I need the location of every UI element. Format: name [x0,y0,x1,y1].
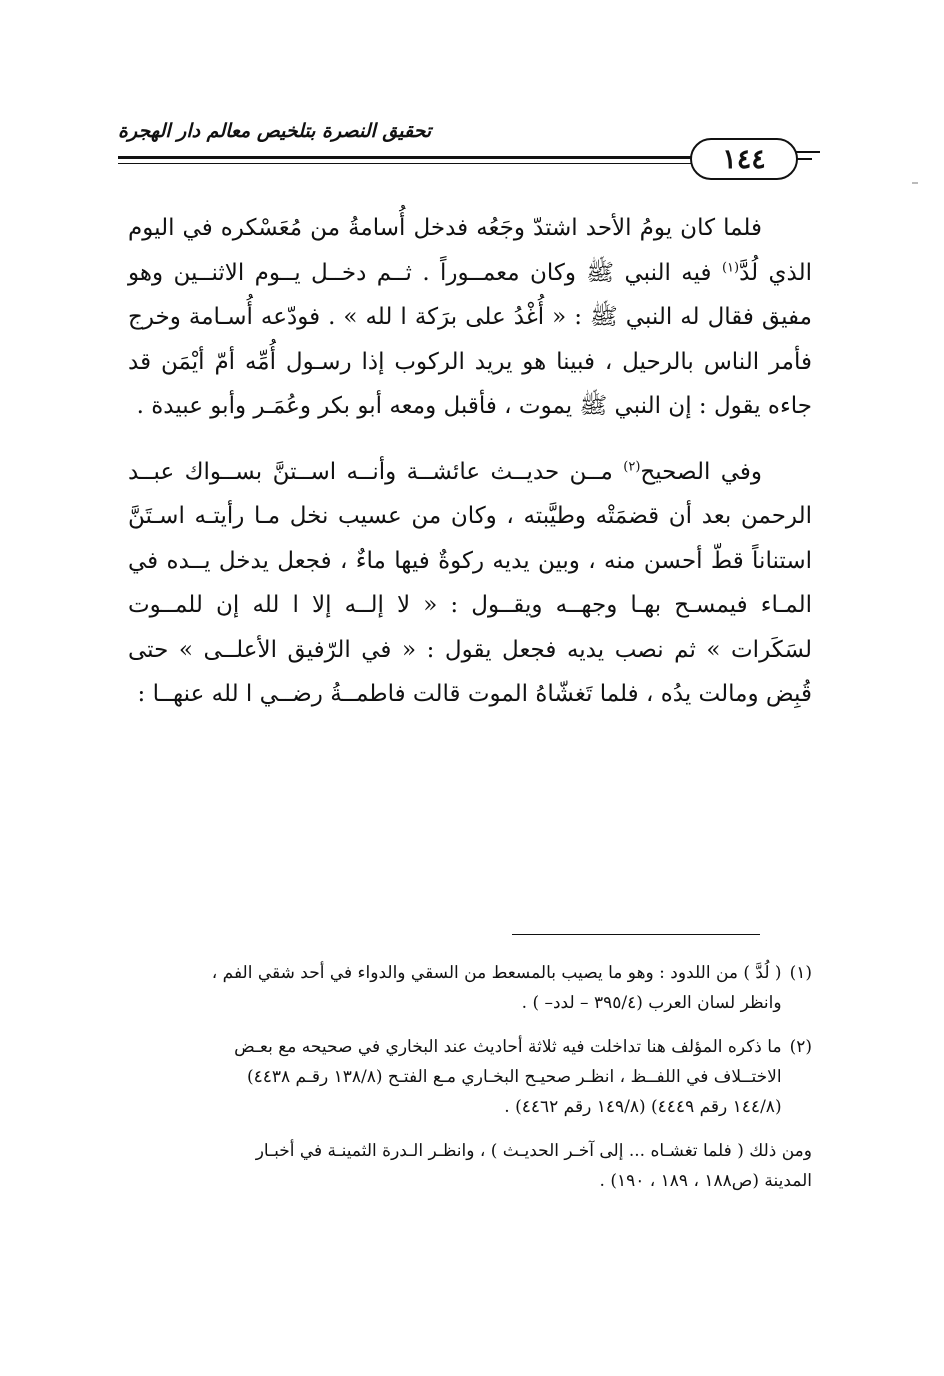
text-line: لسَكَرات » ثم نصب يديه فجعل يقول : « في الرّفيق الأعلــى » حتى [128,636,812,663]
footnote-line: وانظر لسان العرب (٣٩٥/٤ – لدد– ) . [521,993,782,1013]
text-line: وخرج فأمر الناس بالرحيل ، فبينا هو يريد الركوب إذا رسـول أُمِّه أمّ [128,304,813,375]
text-line: أيْمَن قد جاءه يقول : إن النبي ﷺ يموت ، فأقبل ومعه أبو بكر وعُمَـر [128,348,812,419]
footnote-line: ( لُدَّ ) من اللدود : وهو ما يصيب بالمسعط من السقي والدواء في أحد شقي الفم ، [211,963,782,983]
footnote-line: (١٤٤/٨ رقم ٤٤٤٩) (١٤٩/٨ رقم ٤٤٦٢) . [504,1097,782,1117]
text-line: وأبو عبيدة . [136,393,247,419]
footnote-body [130,958,782,1018]
text-line: وفي الصحيح [640,458,763,485]
footnote-body [130,1136,812,1196]
text-line: وهو مفيق فقال له النبي ﷺ : « أُغْدُ على برَكة ا لله » . فودّعه أُسـامة [128,259,812,330]
footnote-continuation [130,1136,812,1196]
footnote-line: ومن ذلك ( فلما تغشـاه ... إلى آخـر الحديـث ) ، وانظـر الـدرة الثمينـة في أخبـار [255,1141,812,1161]
main-text [128,206,812,717]
header-rule-thin [118,163,696,164]
footnote [130,1032,812,1122]
footnote-separator [512,934,760,935]
text-line: في المـاء فيمسـح بهـا وجهــه ويقــول : « لا إلــه إلا ا لله إن للمــوت [128,547,812,618]
footnote-line: المدينة (ص١٨٨ ، ١٨٩ ، ١٩٠) . [599,1171,812,1191]
footnote-number: (١) [789,963,812,983]
footnote [130,958,812,1018]
footnote-number: (٢) [789,1037,812,1057]
text-line: فيه النبي ﷺ وكان معمــوراً . ثــم دخــل يــوم الاثنــين [173,259,712,286]
text-line: استناناً قطّ أحسن منه ، وبين يديه ركوةٌ فيها ماءٌ ، فجعل يدخل يــده [166,547,812,574]
header-rule [118,156,696,159]
text-line: اليوم الذي لُدَّ [128,215,813,286]
running-title: تحقيق النصرة بتلخيص معالم دار الهجرة [118,120,432,142]
footnotes [130,958,812,1210]
page-number-frame [690,138,798,180]
footnote-body [130,1032,782,1122]
page-header [118,118,818,180]
text-line: قُبِض ومالت يدُه ، فلما تَغشّاهُ الموت قالت فاطمــةُ رضــي ا لله عنهــا : [137,681,812,707]
text-line: مــن حديــث عائشــة وأنــه اســتنَّ بســواك عبــد [128,458,613,485]
margin-mark [912,182,918,184]
frame-ornament [794,151,820,153]
footnote-line: الاختــلاف في اللفــظ ، انظـر صحيـح البخـاري مـع الفتـح (١٣٨/٨ رقـم ٤٤٣٨) [246,1067,782,1087]
footnote-ref[interactable]: (١) [721,259,740,275]
text-line: الرحمن بعد أن قضمَتْه وطيَّبته ، وكان من عسيب نخل مـا رأيتـه اسـتَنَّ [128,503,812,529]
footnote-ref[interactable]: (٢) [623,458,641,474]
text-line: فلما كان يومُ الأحد اشتدّ وجَعُه فدخل أُسامةُ من مُعَسْكره في [182,215,763,241]
footnote-line: ما ذكره المؤلف هنا تداخلت فيه ثلاثة أحاديث عند البخاري في صحيحه مع بعـض [234,1037,782,1057]
paragraph [128,206,812,429]
paragraph [128,450,812,717]
page-number: ١٤٤ [722,143,766,175]
